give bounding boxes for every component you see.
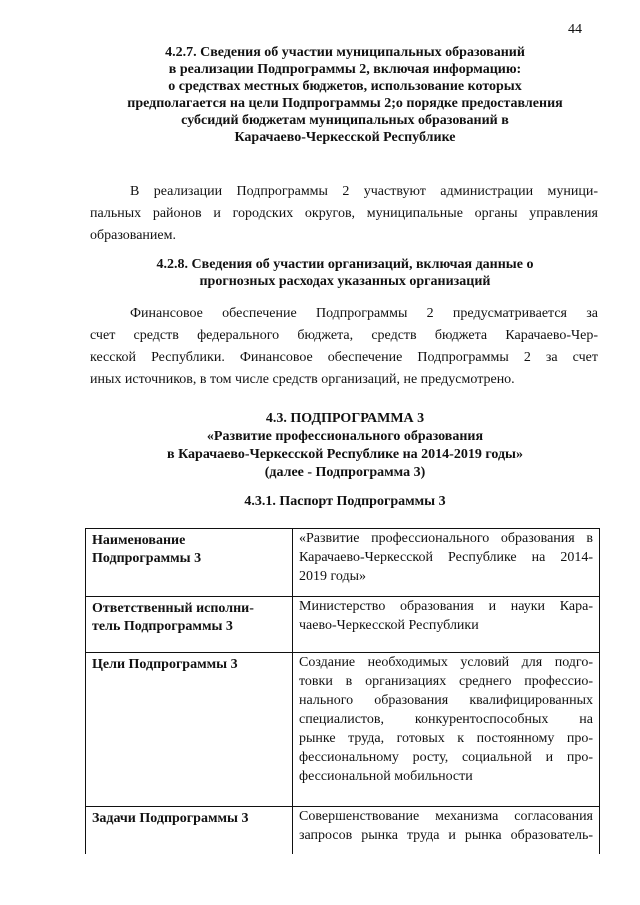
row-label (86, 597, 293, 653)
paragraph-line: В реализации Подпрограммы 2 участвуют администрации муници- (130, 184, 598, 199)
table-row (86, 653, 600, 807)
heading-line: (далее - Подпрограмма 3) (264, 465, 426, 480)
value-line: «Развитие профессионального образования в (299, 531, 593, 546)
heading-line: 4.3. ПОДПРОГРАММА 3 (265, 411, 425, 426)
section-4-2-7-heading (90, 44, 600, 146)
row-value (293, 807, 600, 855)
heading-line: 4.2.8. Сведения об участии организаций, включая данные о (156, 257, 534, 272)
label-line: Цели Подпрограммы 3 (92, 657, 238, 672)
section-4-2-8-heading (90, 256, 600, 290)
heading-line: 4.2.7. Сведения об участии муниципальных образований (165, 45, 525, 60)
label-line: Подпрограммы 3 (92, 551, 202, 566)
passport-table (85, 528, 600, 854)
value-line: Совершенствование механизма согласования (299, 809, 593, 824)
paragraph-participants (90, 181, 598, 247)
paragraph-line: Финансовое обеспечение Подпрограммы 2 предусматривается за (130, 306, 598, 321)
label-line: Задачи Подпрограммы 3 (92, 811, 249, 826)
value-line: Карачаево-Черкесской Республике на 2014- (299, 550, 593, 565)
value-line: запросов рынка труда и рынка образователь- (299, 828, 593, 843)
row-label (86, 529, 293, 597)
page-number: 44 (568, 22, 582, 37)
paragraph-line: пальных районов и городских округов, муниципальные органы управления (90, 206, 598, 221)
table-row (86, 597, 600, 653)
row-value (293, 653, 600, 807)
heading-line: прогнозных расходах указанных организаций (199, 274, 491, 289)
section-4-3-1-heading (90, 493, 600, 510)
heading-line: 4.3.1. Паспорт Подпрограммы 3 (244, 494, 446, 509)
paragraph-line: иных источников, в том числе средств организаций, не предусмотрено. (90, 372, 515, 387)
value-line: нального образования квалифицированных (299, 693, 593, 708)
row-value (293, 597, 600, 653)
label-line: Ответственный исполни- (92, 601, 254, 616)
value-line: Создание необходимых условий для подго- (299, 655, 593, 670)
heading-line: в реализации Подпрограммы 2, включая информацию: (168, 62, 522, 77)
row-label (86, 807, 293, 855)
heading-line: «Развитие профессионального образования (206, 429, 484, 444)
table-row (86, 807, 600, 855)
row-label (86, 653, 293, 807)
label-line: тель Подпрограммы 3 (92, 619, 233, 634)
heading-line: о средствах местных бюджетов, использование которых (168, 79, 522, 94)
heading-line: в Карачаево-Черкесской Республике на 2014-2019 годы» (167, 447, 523, 462)
value-line: рынке труда, готовых к постоянному про- (299, 731, 593, 746)
value-line: Министерство образования и науки Кара- (299, 599, 593, 614)
table-row (86, 529, 600, 597)
paragraph-line: счет средств федерального бюджета, средств бюджета Карачаево-Чер- (90, 328, 598, 343)
section-4-3-heading (90, 410, 600, 482)
heading-line: Карачаево-Черкесской Республике (234, 130, 456, 145)
row-value (293, 529, 600, 597)
value-line: 2019 годы» (299, 569, 367, 584)
paragraph-line: кесской Республики. Финансовое обеспечение Подпрограммы 2 за счет (90, 350, 598, 365)
value-line: чаево-Черкесской Республики (299, 618, 479, 633)
value-line: товки в организациях среднего профессио- (299, 674, 593, 689)
paragraph-financing (90, 303, 598, 391)
value-line: фессиональному росту, социальной и про- (299, 750, 593, 765)
label-line: Наименование (92, 533, 186, 548)
value-line: специалистов, конкурентоспособных на (299, 712, 593, 727)
heading-line: субсидий бюджетам муниципальных образований в (181, 113, 509, 128)
paragraph-line: образованием. (90, 228, 176, 243)
value-line: фессиональной мобильности (299, 769, 473, 784)
heading-line: предполагается на цели Подпрограммы 2;о порядке предоставления (127, 96, 563, 111)
